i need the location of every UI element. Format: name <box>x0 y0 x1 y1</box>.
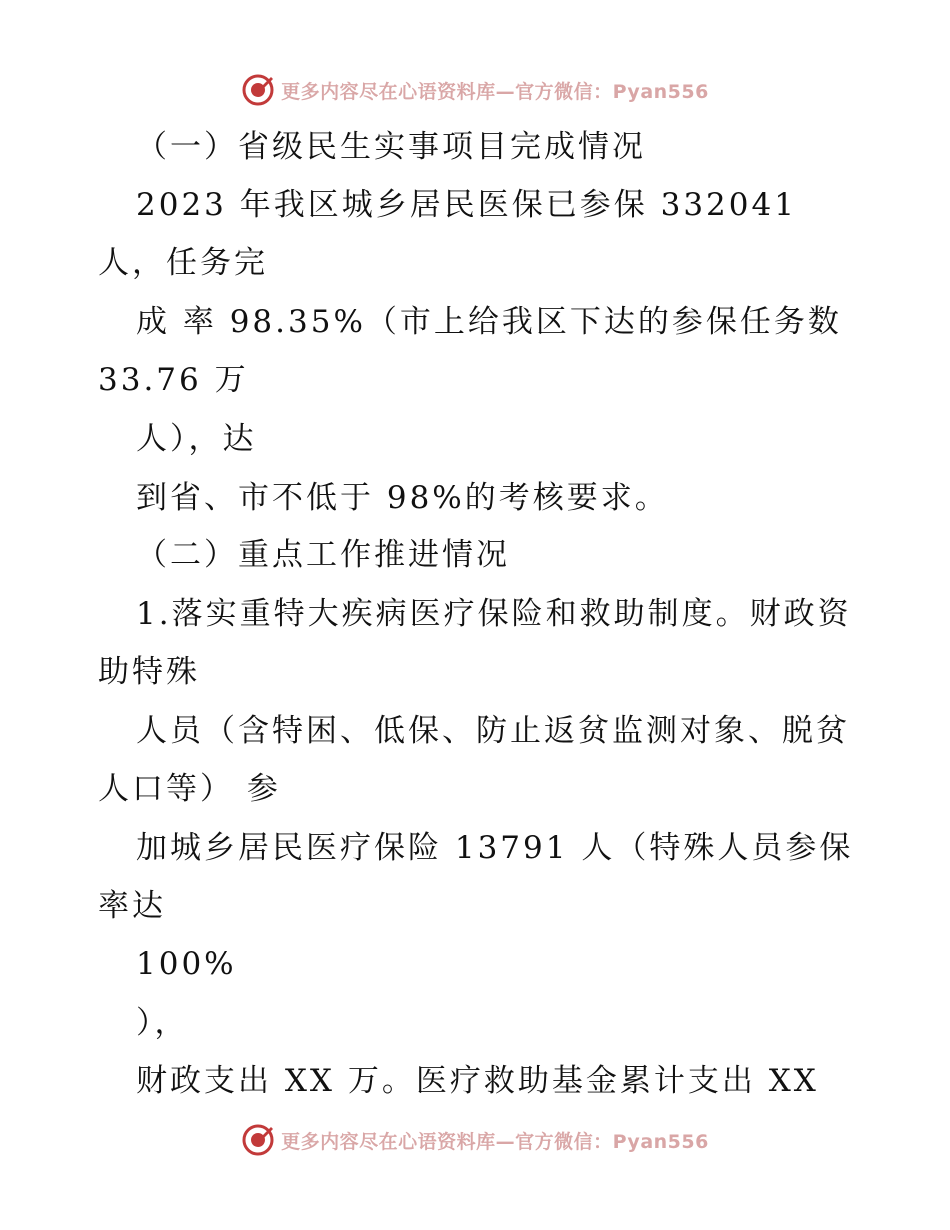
paragraph-line: 33.76 万 <box>98 362 249 398</box>
watermark-logo-icon <box>241 73 275 107</box>
section-heading-2: （二）重点工作推进情况 <box>136 537 510 573</box>
paragraph-line: 到省、市不低于 98%的考核要求。 <box>136 480 669 516</box>
paragraph-line: 人员（含特困、低保、防止返贫监测对象、脱贫 <box>136 713 850 749</box>
section-heading-1: （一）省级民生实事项目完成情况 <box>136 129 646 165</box>
paragraph-line: ）， <box>136 1005 189 1041</box>
paragraph-line: 2023 年我区城乡居民医保已参保 332041 <box>136 187 797 223</box>
paragraph-line: 成 率 98.35%（市上给我区下达的参保任务数 <box>136 304 842 340</box>
paragraph-line: 人），达 <box>136 421 257 457</box>
watermark-text: 更多内容尽在心语资料库—官方微信：Pyan556 <box>281 1130 709 1153</box>
paragraph-line: 人口等） 参 <box>98 771 281 807</box>
paragraph-line: 100% <box>136 946 237 982</box>
watermark-header <box>0 70 950 110</box>
watermark-logo-icon <box>241 1123 275 1157</box>
paragraph-line: 财政支出 XX 万。医疗救助基金累计支出 XX <box>136 1063 819 1099</box>
watermark-text: 更多内容尽在心语资料库—官方微信：Pyan556 <box>281 80 709 103</box>
paragraph-line: 助特殊 <box>98 654 200 690</box>
paragraph-line: 1.落实重特大疾病医疗保险和救助制度。财政资 <box>136 596 852 632</box>
watermark-footer <box>0 1120 950 1160</box>
paragraph-line: 人，任务完 <box>98 245 268 281</box>
paragraph-line: 加城乡居民医疗保险 13791 人（特殊人员参保 <box>136 830 854 866</box>
paragraph-line: 率达 <box>98 888 166 924</box>
